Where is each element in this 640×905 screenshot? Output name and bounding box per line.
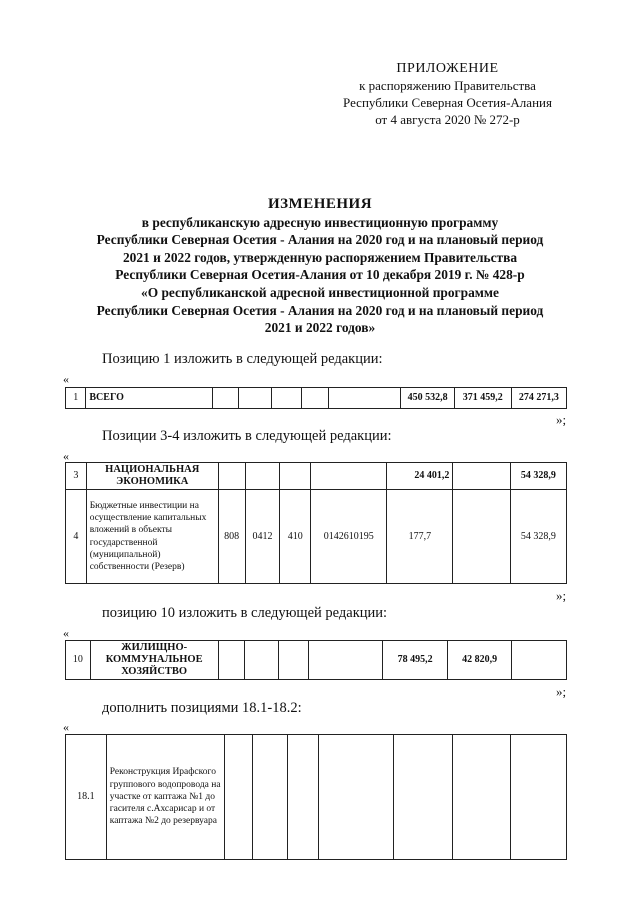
section-2-intro: Позиции 3-4 изложить в следующей редакции:	[102, 428, 392, 444]
row-number: 10	[66, 641, 91, 680]
empty-cell	[280, 463, 311, 490]
empty-cell	[224, 735, 253, 860]
table-row	[66, 490, 567, 584]
empty-cell	[301, 388, 329, 409]
section-3-intro: позицию 10 изложить в следующей редакции:	[102, 605, 388, 621]
row-number: 3	[66, 463, 87, 490]
empty-cell	[238, 388, 271, 409]
annex-line-2: Республики Северная Осетия-Алания	[343, 95, 552, 110]
empty-cell	[218, 463, 245, 490]
row-number: 18.1	[66, 735, 107, 860]
section-code: 0412	[245, 490, 280, 584]
row-number: 1	[66, 388, 86, 409]
empty-cell	[213, 388, 239, 409]
row-name: ВСЕГО	[86, 388, 213, 409]
empty-cell	[329, 388, 401, 409]
row-name: НАЦИОНАЛЬНАЯ ЭКОНОМИКА	[86, 463, 218, 490]
expense-type-code: 410	[280, 490, 311, 584]
table-position-10	[65, 640, 567, 680]
empty-cell	[453, 490, 510, 584]
heading-line-2: Республики Северная Осетия - Алания на 2020 год и на плановый период	[96, 232, 544, 248]
empty-cell	[394, 735, 452, 860]
section-1-open-quote: «	[63, 372, 69, 386]
value-2021: 371 459,2	[454, 388, 511, 409]
section-1-close-quote: »;	[556, 412, 567, 427]
section-4-intro: дополнить позициями 18.1-18.2:	[102, 700, 302, 716]
table-positions-3-4	[65, 462, 567, 584]
empty-cell	[318, 735, 394, 860]
empty-cell	[311, 463, 387, 490]
annex-line-3: от 4 августа 2020 № 272-р	[375, 112, 520, 127]
heading-line-1: в республиканскую адресную инвестиционную программу	[141, 214, 499, 230]
value-2020: 177,7	[387, 490, 453, 584]
value-2022: 54 328,9	[510, 490, 566, 584]
empty-cell	[272, 388, 301, 409]
empty-cell	[453, 463, 510, 490]
target-article-code: 0142610195	[311, 490, 387, 584]
section-1-intro: Позицию 1 изложить в следующей редакции:	[102, 351, 383, 367]
value-2021: 42 820,9	[448, 641, 512, 680]
value-2022: 54 328,9	[510, 463, 566, 490]
ministry-code: 808	[218, 490, 245, 584]
document-heading	[45, 196, 595, 337]
table-row	[66, 388, 567, 409]
value-2022: 274 271,3	[511, 388, 566, 409]
section-2-open-quote: «	[63, 449, 69, 463]
section-2-close-quote: »;	[556, 588, 567, 603]
table-positions-18	[65, 734, 567, 860]
empty-cell	[245, 463, 280, 490]
heading-line-4: Республики Северная Осетия-Алания от 10 декабря 2019 г. № 428-р	[115, 267, 525, 283]
heading-line-6: Республики Северная Осетия - Алания на 2020 год и на плановый период	[96, 302, 544, 318]
table-row	[66, 463, 567, 490]
document-title: ИЗМЕНЕНИЯ	[267, 196, 373, 212]
table-row	[66, 641, 567, 680]
row-name: ЖИЛИЩНО-КОММУНАЛЬНОЕ ХОЗЯЙСТВО	[90, 641, 218, 680]
row-number: 4	[66, 490, 87, 584]
heading-line-5: «О республиканской адресной инвестиционной программе	[141, 284, 499, 300]
value-2020: 450 532,8	[401, 388, 454, 409]
row-name: Реконструкция Ирафского группового водопровода на участке от каптажа №1 до гасителя с.Ахсарисар и от каптажа №2 до резервуара	[106, 735, 224, 860]
section-3-open-quote: «	[63, 626, 69, 640]
empty-cell	[511, 641, 566, 680]
row-name: Бюджетные инвестиции на осуществление капитальных вложений в объекты государственной (муниципальной) собственности (Резерв)	[86, 490, 218, 584]
table-row	[66, 735, 567, 860]
empty-cell	[510, 735, 566, 860]
heading-line-3: 2021 и 2022 годов, утвержденную распоряжением Правительства	[122, 249, 518, 265]
empty-cell	[308, 641, 382, 680]
empty-cell	[278, 641, 308, 680]
empty-cell	[218, 641, 244, 680]
empty-cell	[288, 735, 319, 860]
section-3-close-quote: »;	[556, 684, 567, 699]
empty-cell	[452, 735, 510, 860]
heading-line-7: 2021 и 2022 годов»	[264, 320, 376, 336]
annex-line-1: к распоряжению Правительства	[359, 78, 536, 93]
annex-block	[300, 60, 595, 128]
annex-title: ПРИЛОЖЕНИЕ	[396, 61, 499, 76]
value-2020: 78 495,2	[382, 641, 447, 680]
empty-cell	[244, 641, 278, 680]
value-2020: 24 401,2	[387, 463, 453, 490]
table-position-1	[65, 387, 567, 409]
section-4-open-quote: «	[63, 720, 69, 734]
empty-cell	[253, 735, 288, 860]
